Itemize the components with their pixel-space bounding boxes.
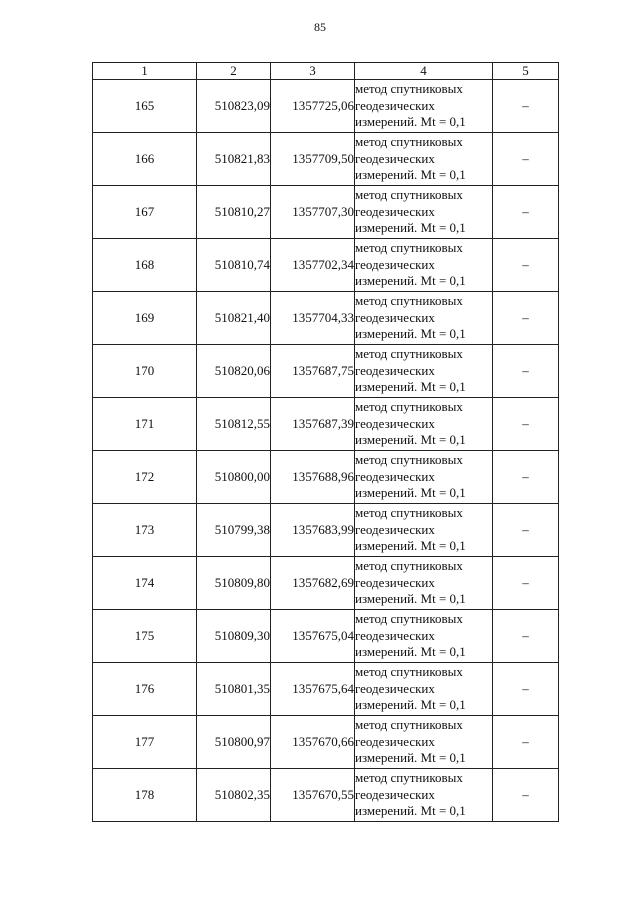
method-line: измерений. Mt = 0,1 (355, 644, 466, 660)
y-coordinate-cell: 1357675,64 (271, 663, 355, 716)
method-line: метод спутниковых (355, 240, 463, 256)
method-line: метод спутниковых (355, 611, 463, 627)
y-coordinate-cell: 1357683,99 (271, 504, 355, 557)
x-coordinate-cell: 510800,00 (197, 451, 271, 504)
method-cell (355, 239, 493, 292)
method-line: измерений. Mt = 0,1 (355, 167, 466, 183)
method-line: метод спутниковых (355, 558, 463, 574)
x-coordinate-cell: 510801,35 (197, 663, 271, 716)
method-line: метод спутниковых (355, 134, 463, 150)
column-header-1: 1 (93, 63, 197, 80)
note-cell: – (493, 398, 559, 451)
point-number-cell: 172 (93, 451, 197, 504)
x-coordinate-cell: 510802,35 (197, 769, 271, 822)
method-cell (355, 663, 493, 716)
note-cell: – (493, 769, 559, 822)
method-line: метод спутниковых (355, 293, 463, 309)
table-row (93, 133, 559, 186)
method-line: геодезических (355, 256, 435, 272)
note-cell: – (493, 716, 559, 769)
method-line: геодезических (355, 203, 435, 219)
method-cell (355, 769, 493, 822)
table-row (93, 239, 559, 292)
point-number-cell: 173 (93, 504, 197, 557)
note-cell: – (493, 292, 559, 345)
method-line: измерений. Mt = 0,1 (355, 803, 466, 819)
column-header-4: 4 (355, 63, 493, 80)
y-coordinate-cell: 1357670,66 (271, 716, 355, 769)
y-coordinate-cell: 1357670,55 (271, 769, 355, 822)
note-cell: – (493, 504, 559, 557)
point-number-cell: 175 (93, 610, 197, 663)
note-cell: – (493, 451, 559, 504)
table-body (93, 80, 559, 822)
y-coordinate-cell: 1357688,96 (271, 451, 355, 504)
method-line: геодезических (355, 415, 435, 431)
note-cell: – (493, 239, 559, 292)
point-number-cell: 169 (93, 292, 197, 345)
method-line: измерений. Mt = 0,1 (355, 379, 466, 395)
method-line: измерений. Mt = 0,1 (355, 485, 466, 501)
method-line: геодезических (355, 150, 435, 166)
table-header-row (93, 63, 559, 80)
method-line: метод спутниковых (355, 452, 463, 468)
column-header-3: 3 (271, 63, 355, 80)
table-row (93, 610, 559, 663)
method-cell (355, 610, 493, 663)
method-line: метод спутниковых (355, 346, 463, 362)
table-row (93, 398, 559, 451)
table-row (93, 557, 559, 610)
method-line: геодезических (355, 627, 435, 643)
method-line: геодезических (355, 97, 435, 113)
y-coordinate-cell: 1357682,69 (271, 557, 355, 610)
method-line: измерений. Mt = 0,1 (355, 326, 466, 342)
note-cell: – (493, 610, 559, 663)
method-line: геодезических (355, 468, 435, 484)
method-cell (355, 557, 493, 610)
method-line: геодезических (355, 521, 435, 537)
method-cell (355, 451, 493, 504)
x-coordinate-cell: 510799,38 (197, 504, 271, 557)
table-row (93, 451, 559, 504)
y-coordinate-cell: 1357725,06 (271, 80, 355, 133)
page-number: 85 (314, 20, 326, 34)
method-line: геодезических (355, 362, 435, 378)
method-cell (355, 80, 493, 133)
method-line: измерений. Mt = 0,1 (355, 273, 466, 289)
method-line: метод спутниковых (355, 399, 463, 415)
method-line: измерений. Mt = 0,1 (355, 750, 466, 766)
point-number-cell: 178 (93, 769, 197, 822)
coordinates-table (92, 62, 559, 822)
y-coordinate-cell: 1357707,30 (271, 186, 355, 239)
method-cell (355, 186, 493, 239)
y-coordinate-cell: 1357702,34 (271, 239, 355, 292)
method-line: метод спутниковых (355, 664, 463, 680)
y-coordinate-cell: 1357675,04 (271, 610, 355, 663)
point-number-cell: 165 (93, 80, 197, 133)
point-number-cell: 177 (93, 716, 197, 769)
method-line: геодезических (355, 786, 435, 802)
y-coordinate-cell: 1357687,75 (271, 345, 355, 398)
table-row (93, 769, 559, 822)
x-coordinate-cell: 510800,97 (197, 716, 271, 769)
method-line: метод спутниковых (355, 770, 463, 786)
method-line: метод спутниковых (355, 505, 463, 521)
method-line: метод спутниковых (355, 717, 463, 733)
x-coordinate-cell: 510810,27 (197, 186, 271, 239)
method-line: геодезических (355, 574, 435, 590)
x-coordinate-cell: 510809,30 (197, 610, 271, 663)
x-coordinate-cell: 510820,06 (197, 345, 271, 398)
method-cell (355, 398, 493, 451)
table-row (93, 716, 559, 769)
x-coordinate-cell: 510821,83 (197, 133, 271, 186)
table-row (93, 186, 559, 239)
note-cell: – (493, 663, 559, 716)
x-coordinate-cell: 510823,09 (197, 80, 271, 133)
table-row (93, 292, 559, 345)
method-line: измерений. Mt = 0,1 (355, 114, 466, 130)
note-cell: – (493, 557, 559, 610)
method-line: измерений. Mt = 0,1 (355, 538, 466, 554)
point-number-cell: 167 (93, 186, 197, 239)
method-line: измерений. Mt = 0,1 (355, 697, 466, 713)
method-cell (355, 292, 493, 345)
table-row (93, 504, 559, 557)
point-number-cell: 171 (93, 398, 197, 451)
method-line: геодезических (355, 680, 435, 696)
note-cell: – (493, 133, 559, 186)
method-line: измерений. Mt = 0,1 (355, 432, 466, 448)
x-coordinate-cell: 510812,55 (197, 398, 271, 451)
y-coordinate-cell: 1357687,39 (271, 398, 355, 451)
method-cell (355, 504, 493, 557)
point-number-cell: 174 (93, 557, 197, 610)
note-cell: – (493, 345, 559, 398)
table-row (93, 663, 559, 716)
method-cell (355, 345, 493, 398)
column-header-5: 5 (493, 63, 559, 80)
method-cell (355, 133, 493, 186)
x-coordinate-cell: 510810,74 (197, 239, 271, 292)
x-coordinate-cell: 510809,80 (197, 557, 271, 610)
point-number-cell: 168 (93, 239, 197, 292)
point-number-cell: 170 (93, 345, 197, 398)
method-line: измерений. Mt = 0,1 (355, 220, 466, 236)
x-coordinate-cell: 510821,40 (197, 292, 271, 345)
method-line: геодезических (355, 309, 435, 325)
table-row (93, 80, 559, 133)
method-line: метод спутниковых (355, 187, 463, 203)
y-coordinate-cell: 1357704,33 (271, 292, 355, 345)
column-header-2: 2 (197, 63, 271, 80)
point-number-cell: 166 (93, 133, 197, 186)
table-row (93, 345, 559, 398)
y-coordinate-cell: 1357709,50 (271, 133, 355, 186)
note-cell: – (493, 80, 559, 133)
method-line: геодезических (355, 733, 435, 749)
point-number-cell: 176 (93, 663, 197, 716)
method-line: метод спутниковых (355, 81, 463, 97)
method-line: измерений. Mt = 0,1 (355, 591, 466, 607)
method-cell (355, 716, 493, 769)
note-cell: – (493, 186, 559, 239)
